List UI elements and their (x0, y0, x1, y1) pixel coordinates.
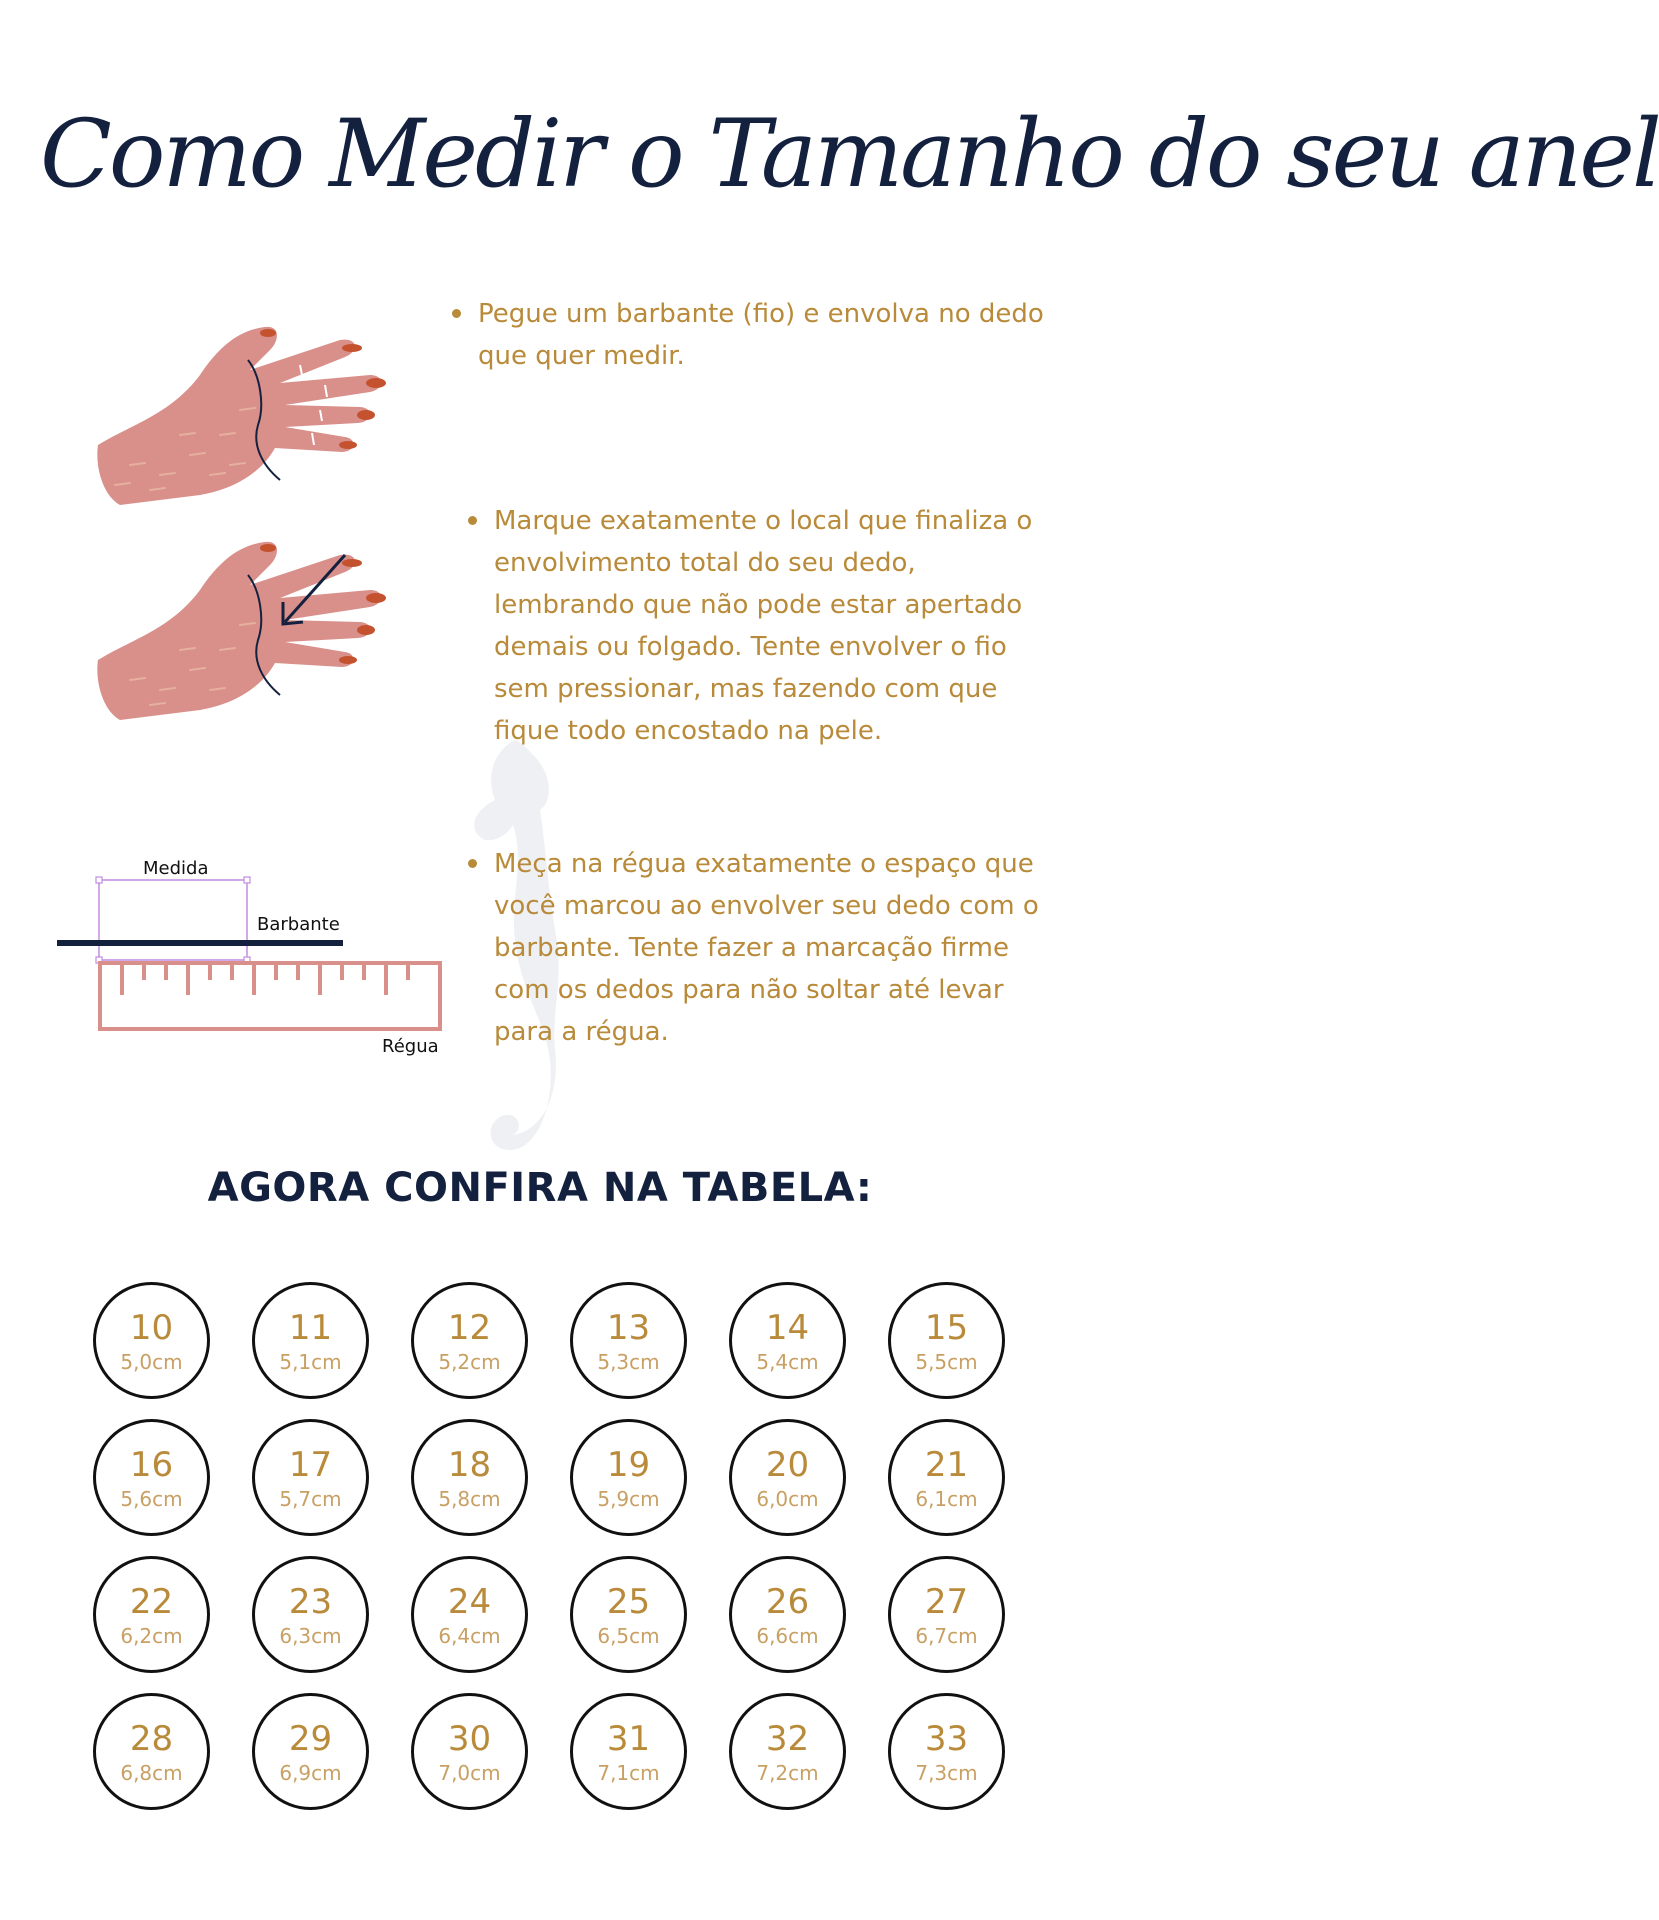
step-1-text: Pegue um barbante (fio) e envolva no dedo que quer medir. (450, 293, 1058, 377)
ring-size-number: 10 (129, 1307, 174, 1348)
ring-size-cm: 7,2cm (756, 1760, 819, 1785)
ring-size-cm: 7,3cm (915, 1760, 978, 1785)
ring-size-item (411, 1556, 528, 1673)
ring-size-cm: 6,5cm (597, 1623, 660, 1648)
ring-size-cm: 6,8cm (120, 1760, 183, 1785)
ring-size-number: 18 (447, 1444, 492, 1485)
ring-size-cm: 6,2cm (120, 1623, 183, 1648)
ring-size-item (411, 1282, 528, 1399)
ring-size-number: 11 (288, 1307, 333, 1348)
page-title: Como Medir o Tamanho do seu anel (40, 100, 1659, 209)
ring-size-cm: 6,0cm (756, 1486, 819, 1511)
ring-size-number: 27 (924, 1581, 969, 1622)
ring-size-number: 21 (924, 1444, 969, 1485)
ring-size-number: 17 (288, 1444, 333, 1485)
ring-size-number: 12 (447, 1307, 492, 1348)
ring-size-cm: 5,4cm (756, 1349, 819, 1374)
ring-size-item (888, 1282, 1005, 1399)
ring-size-cm: 5,1cm (279, 1349, 342, 1374)
ring-size-number: 24 (447, 1581, 492, 1622)
ring-size-number: 33 (924, 1718, 969, 1759)
ring-size-cm: 6,3cm (279, 1623, 342, 1648)
hand-with-arrow-icon (90, 530, 390, 725)
ring-size-cm: 6,9cm (279, 1760, 342, 1785)
ring-size-cm: 5,0cm (120, 1349, 183, 1374)
regua-label: Régua (382, 1036, 439, 1057)
barbante-label: Barbante (257, 914, 340, 935)
step-2-text: Marque exatamente o local que finaliza o envolvimento total do seu dedo, lembrando que não pode estar apertado demais ou folgado. Tente envolver o fio sem pressionar, mas fazendo com que fique todo encostado na pele. (466, 500, 1064, 752)
ring-size-cm: 5,7cm (279, 1486, 342, 1511)
ring-size-item (729, 1556, 846, 1673)
ring-size-item (93, 1282, 210, 1399)
ring-size-cm: 6,7cm (915, 1623, 978, 1648)
ring-size-number: 28 (129, 1718, 174, 1759)
ring-size-number: 30 (447, 1718, 492, 1759)
ring-size-item (411, 1693, 528, 1810)
ring-size-item (888, 1556, 1005, 1673)
ring-size-number: 23 (288, 1581, 333, 1622)
ring-size-cm: 7,1cm (597, 1760, 660, 1785)
ring-size-item (570, 1419, 687, 1536)
ring-size-cm: 5,5cm (915, 1349, 978, 1374)
medida-label: Medida (143, 858, 209, 879)
ring-size-number: 31 (606, 1718, 651, 1759)
ring-size-number: 15 (924, 1307, 969, 1348)
ring-size-item (252, 1693, 369, 1810)
ring-size-number: 32 (765, 1718, 810, 1759)
ring-size-number: 16 (129, 1444, 174, 1485)
ring-size-cm: 6,6cm (756, 1623, 819, 1648)
ring-size-item (93, 1556, 210, 1673)
ring-size-item (252, 1556, 369, 1673)
ring-size-number: 14 (765, 1307, 810, 1348)
ring-size-item (888, 1419, 1005, 1536)
ring-size-cm: 5,9cm (597, 1486, 660, 1511)
ring-size-number: 22 (129, 1581, 174, 1622)
ring-size-cm: 7,0cm (438, 1760, 501, 1785)
ring-size-cm: 6,4cm (438, 1623, 501, 1648)
ring-size-number: 13 (606, 1307, 651, 1348)
ring-size-item (411, 1419, 528, 1536)
ring-size-number: 26 (765, 1581, 810, 1622)
ring-size-item (570, 1282, 687, 1399)
ring-size-cm: 5,6cm (120, 1486, 183, 1511)
ring-size-item (252, 1419, 369, 1536)
ring-size-cm: 6,1cm (915, 1486, 978, 1511)
ring-size-item (252, 1282, 369, 1399)
ring-size-cm: 5,3cm (597, 1349, 660, 1374)
ring-size-number: 29 (288, 1718, 333, 1759)
ring-size-item (888, 1693, 1005, 1810)
ring-size-number: 19 (606, 1444, 651, 1485)
ring-size-item (729, 1419, 846, 1536)
ring-size-number: 25 (606, 1581, 651, 1622)
ring-size-item (729, 1282, 846, 1399)
ruler-diagram (50, 845, 450, 1035)
ring-size-cm: 5,8cm (438, 1486, 501, 1511)
ring-size-item (93, 1419, 210, 1536)
ring-size-item (729, 1693, 846, 1810)
size-table (93, 1282, 1005, 1810)
ring-size-cm: 5,2cm (438, 1349, 501, 1374)
ring-size-number: 20 (765, 1444, 810, 1485)
ring-size-item (570, 1693, 687, 1810)
step-3-text: Meça na régua exatamente o espaço que você marcou ao envolver seu dedo com o barbante. Tente fazer a marcação firme com os dedos para não soltar até levar para a régua. (466, 843, 1064, 1053)
ring-size-item (93, 1693, 210, 1810)
ring-size-item (570, 1556, 687, 1673)
hand-with-string-icon (90, 315, 390, 510)
table-title: AGORA CONFIRA NA TABELA: (207, 1165, 873, 1211)
